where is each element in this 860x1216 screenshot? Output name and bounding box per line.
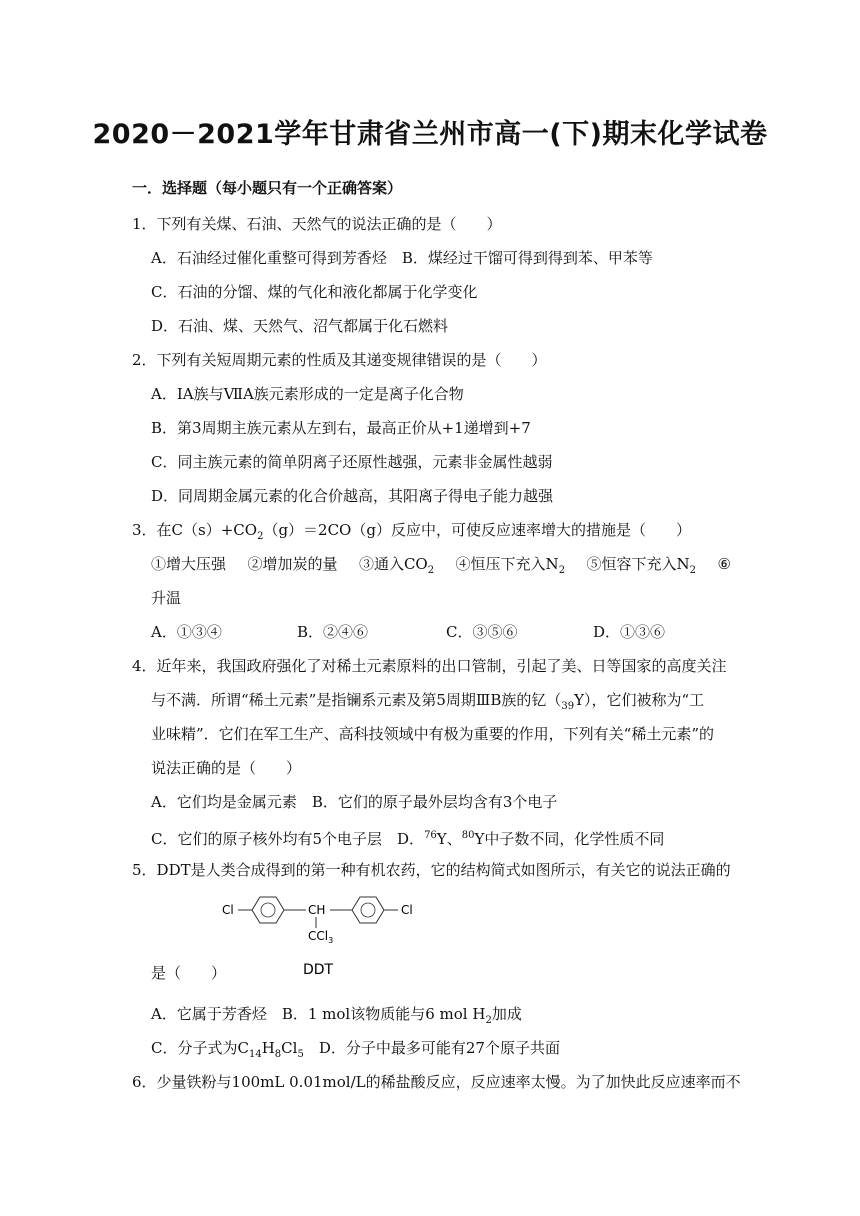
ddt-structure-figure [220,884,426,978]
figure-ccl3: CCl$_3$ [308,929,334,945]
question-4-options-ab: A．它们均是金属元素 B．它们的原子最外层均含有3个电子 [151,793,558,811]
question-3-stem: 3．在$C(s)+CO_2(g)=2CO(g)$反应中，可使反应速率增大的措施是（ ） [132,521,691,542]
question-4-options-cd: C．它们的原子核外均有5个电子层 D．$^{76}$Y、$^{80}$Y中子数不同，化学性质不同 [151,830,665,848]
question-2-option-b: B．第3周期主族元素从左到右，最高正价从+1递增到+7 [151,419,531,437]
question-3-option-a: A．①③④ [151,623,222,641]
measure-6: ⑥ [717,555,731,573]
question-4-line-3: 业味精”．它们在军工生产、高科技领域中有极为重要的作用，下列有关“稀土元素”的 [151,725,715,743]
question-1-stem: 1．下列有关煤、石油、天然气的说法正确的是（ ） [132,215,502,233]
question-2-option-d: D．同周期金属元素的化合价越高，其阳离子得电子能力越强 [151,487,554,505]
question-3-option-d: D．①③⑥ [593,623,666,641]
figure-ch: CH [308,903,326,917]
question-2-stem: 2．下列有关短周期元素的性质及其递变规律错误的是（ ） [132,351,547,369]
question-5-options-cd: C．分子式为$C_{14}H_8Cl_5$ D．分子中最多可能有27个原子共面 [151,1039,560,1060]
measure-3: ③通入$CO_2$ [358,555,435,576]
page-title: 2020－2021学年甘肃省兰州市高一(下)期末化学试卷 [92,119,768,150]
question-4-line-2: 与不满．所谓“稀土元素”是指镧系元素及第5周期ⅢB族的钇$(_{39}Y)$，它们被称为“工 [151,691,705,712]
question-4-line-4: 说法正确的是（ ） [151,759,302,777]
question-6-line-1: 6．少量铁粉与100mL 0.01mol/L的稀盐酸反应，反应速率太慢。为了加快此反应速率而不 [132,1073,741,1091]
figure-cl-left: Cl [222,903,234,917]
question-2-option-a: A．ⅠA族与ⅦA族元素形成的一定是离子化合物 [151,385,464,403]
measure-5: ⑤恒容下充入$N_2$ [586,555,697,576]
benzene-ring-left [252,897,284,923]
benzene-ring-right-inner [361,903,375,917]
benzene-ring-left-inner [261,903,275,917]
benzene-ring-right [352,897,384,923]
measure-4: ④恒压下充入$N_2$ [455,555,566,576]
question-5-line-2: 是（ ） [151,964,227,982]
question-4-line-1: 4．近年来，我国政府强化了对稀土元素原料的出口管制，引起了美、日等国家的高度关注 [132,657,727,675]
question-1-options-ab: A．石油经过催化重整可得到芳香烃 B．煤经过干馏可得到得到苯、甲苯等 [151,249,653,267]
question-3-option-c: C．③⑤⑥ [446,623,518,641]
question-3-measure-6-cont: 升温 [151,589,182,607]
question-2-option-c: C．同主族元素的简单阴离子还原性越强，元素非金属性越弱 [151,453,553,471]
section-heading: 一．选择题（每小题只有一个正确答案） [132,179,403,197]
measure-2: ②增加炭的量 [247,555,338,573]
question-3-measures [151,554,731,581]
question-5-options-ab: A．它属于芳香烃 B．1 mol该物质能与6 mol $H_2$加成 [151,1005,522,1026]
figure-caption: DDT [303,962,334,978]
figure-cl-right: Cl [401,903,413,917]
question-5-line-1: 5．DDT是人类合成得到的第一种有机农药，它的结构简式如图所示，有关它的说法正确的 [132,861,731,879]
measure-1: ①增大压强 [151,555,227,573]
question-1-option-d: D．石油、煤、天然气、沼气都属于化石燃料 [151,317,449,335]
question-1-option-c: C．石油的分馏、煤的气化和液化都属于化学变化 [151,283,478,301]
question-3-option-b: B．②④⑥ [297,623,369,641]
